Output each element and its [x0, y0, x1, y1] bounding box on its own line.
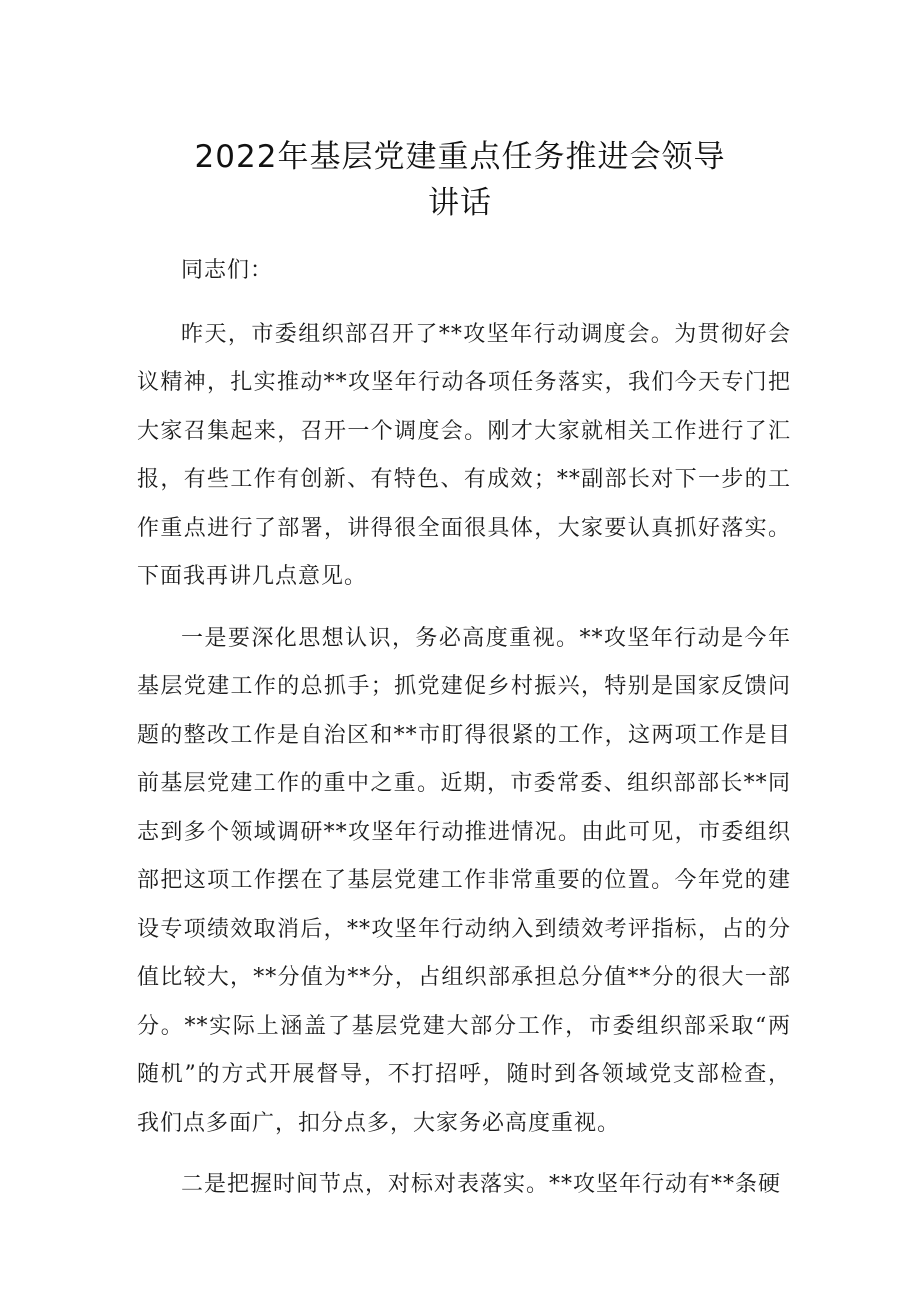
document-title: [130, 134, 790, 226]
document-body: [137, 247, 791, 1210]
paragraph-3: 二是把握时间节点，对标对表落实。**攻坚年行动有**条硬: [181, 1172, 782, 1197]
title-line-2: 讲话: [428, 185, 492, 221]
salutation: 同志们：: [181, 258, 274, 283]
paragraph-2: 一是要深化思想认识，务必高度重视。**攻坚年行动是今年基层党建工作的总抓手；抓党建促乡村振兴，特别是国家反馈问题的整改工作是自治区和**市盯得很紧的工作，这两项工作是目前基层党建工作的重中之重。近期，市委常委、组织部部长**同志到多个领域调研**攻坚年行动推进情况。由此可见，市委组织部把这项工作摆在了基层党建工作非常重要的位置。今年党的建设专项绩效取消后，**攻坚年行动纳入到绩效考评指标，占的分值比较大，**分值为**分，占组织部承担总分值**分的很大一部分。**实际上涵盖了基层党建大部分工作，市委组织部采取“两随机”的方式开展督导，不打招呼，随时到各领域党支部检查，我们点多面广，扣分点多，大家务必高度重视。: [137, 625, 791, 1136]
title-line-1: 2022年基层党建重点任务推进会领导: [194, 139, 726, 175]
paragraph-1: 昨天，市委组织部召开了**攻坚年行动调度会。为贯彻好会议精神，扎实推动**攻坚年行动各项任务落实，我们今天专门把大家召集起来，召开一个调度会。刚才大家就相关工作进行了汇报，有些工作有创新、有特色、有成效；**副部长对下一步的工作重点进行了部署，讲得很全面很具体，大家要认真抓好落实。下面我再讲几点意见。: [137, 321, 791, 589]
